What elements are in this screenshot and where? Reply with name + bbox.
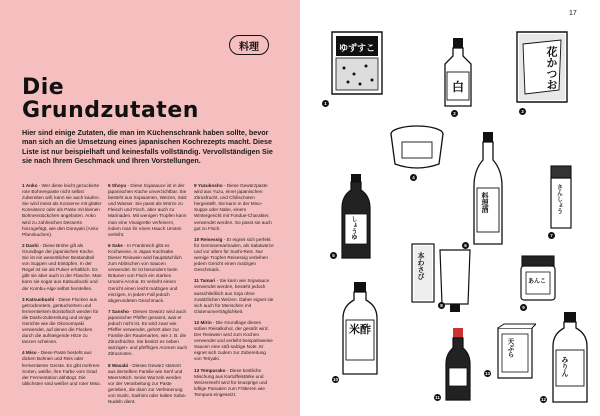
anko-jar-illustration — [518, 254, 558, 310]
small-bottle-label: 白 — [451, 80, 464, 94]
shoyu-label: しょうゆ — [350, 216, 356, 240]
entry-tempurako: 13 Tempurako - Diese köstliche Mischung aus Kartoffelstärke und Weizenmehl wird für knusprige und luftige Panaden zum Frittieren wie Tempura eingesetzt. — [194, 367, 268, 397]
wasabi-box-label: 本わさび — [417, 252, 424, 280]
marker-4: 4 — [410, 174, 417, 181]
intro-paragraph: Hier sind einige Zutaten, die man im Küchenschrank haben sollte, bevor man sich an die Umsetzung eines japanischen Kochrezepts macht. Diese Liste ist nur beispielhaft und keinesfalls vollständig. Vervollständigen Sie sie nach Ihrem Geschmack und Ihren Vorstellungen. — [22, 128, 273, 165]
tempura-box-illustration — [484, 322, 536, 380]
marker-1: 1 — [322, 100, 329, 107]
marker-9: 9 — [520, 304, 527, 311]
text-column-2 — [108, 183, 188, 410]
entry-sansho: 7 Sansho - Dieses Gewürz wird auch japanischer Pfeffer genannt, was er jedoch nicht ist. Es wird zwar wie Pfeffer verwendet, gehört aber zur Familie der Rautenarten, wie z. B. die Zitrusfrüchte. Sie besitzt es neben würzigen- und pfeffrigen Aromen auch Zitrusnoten. — [108, 308, 188, 357]
katsuobushi-bag-illustration — [513, 28, 571, 114]
entry-reisessig: 10 Reisessig - Er eignet sich perfekt für Gemüsemarinaden, als Salatwürze und vor allem für Sushi-Reis. Nur wenige Tropfen Reisessig verleihen jedem Gericht einen malzigen Geschmack. — [194, 236, 274, 273]
tempura-label: 天ぷら — [506, 338, 514, 358]
entry-yuzukosho: 9 Yuzukosho - Diese Gewürzpaste wird aus Yuzu, einer japanischen Zitrusfrucht, und Chilischoten hergestellt. Sie kann in der Miso-Suppe oder Nabe, einem Wintergericht mit Fondue-Charakter, verwendet werden. So passt sie auch gut zu Fisch. — [194, 183, 272, 231]
entry-sake: 6 Sake - In Frankreich gibt es Kochweine, in Japan Kochsake. Dieser Reiswein wird hauptsächlich zum Ablöschen von Saucen verwendet. Er ist besonders beim Bräunen von Fisch ein starkes Umami-Aroma. Er verleiht einem Gericht einen leicht malzigen und einzigen, in jedem Fall jedoch abgerundeten Geschmack. — [108, 242, 182, 303]
entry-shoyu: 5 Shoyu - Diese Sojasauce ist in der japanischen Küche unverzichtbar. Sie besteht aus Sojasamen, Weizen, Salz und Wasser. Sie passt als Würze zu Fleisch und Fisch, aber auch zu Marinaden. Mit wenigen Tropfen kann man eine Vinaigrette verfeinern, indem man ihr einen Hauch Umami verleiht. — [108, 183, 187, 237]
sake-bottle-illustration — [464, 130, 506, 248]
marker-8: 8 — [438, 302, 445, 309]
text-column-1 — [22, 183, 102, 392]
entry-dashi: 2 Dashi - Diese Brühe gilt als Grundlage der japanischen Küche. Sie ist ein wesentlicher Bestandteil von Suppen und Eintöpfen. In der Regel ist sie als Pulver erhältlich. Es gibt sie aber auch in der Flasche. Man kann sie sogar aus Katsuobushi und der Kombu-Alge selbst herstellen. — [22, 242, 102, 291]
yuzukosho-bag-illustration — [324, 28, 386, 106]
text-column-3 — [194, 183, 274, 403]
right-page — [300, 0, 600, 416]
marker-5: 5 — [330, 252, 337, 259]
marker-2: 2 — [451, 110, 458, 117]
title-line-1: Die — [22, 75, 65, 100]
small-bottle-illustration — [441, 36, 475, 116]
mirin-label: みりん — [561, 356, 568, 377]
entry-wasabi: 8 Wasabi - Dieses Gewürz stammt aus derselben Familie wie Senf und Meerrettich. Seine Wurzeln werden vor der Verarbeitung zur Paste gerieben, die dann zur Verfeinerung von Sushi, Sashimi oder kalten Soba-Nudeln dient. — [108, 362, 187, 405]
page-number: 17 — [569, 10, 577, 17]
miso-tub-illustration — [388, 124, 446, 180]
entry-mirin: 12 Mirin - Die Grundlage dieses süßen Reisalkohol, der gesüßt wird. Der Reiswein wird zum Kochen verwendet und verleiht beispielsweise Saucen eine süß-salzige Note. Er eignet sich zudem zur Zubereitung von Teriyaki. — [194, 319, 273, 362]
sansho-label: さんしょう — [555, 184, 562, 214]
entry-anko: 1 Anko - Wer diese leicht gezuckerte rote Bohnenpaste nicht selbst zubereiten will, kann sie auch kaufen. Sie wird meist als Konserve mit glatter Konsistenz oder als Paste mit kleinen Bohnenstückchen angeboten. Anko wird zu zahlreichen Desserts hinzugefügt, wie den Dorayaki (Anko Pfannkuchen). — [22, 183, 102, 237]
tamari-bottle-illustration — [435, 326, 472, 402]
vinegar-label: 米酢 — [349, 324, 371, 336]
vinegar-bottle-illustration — [332, 280, 380, 382]
entry-katsuobushi: 3 Katsuobushi - Diese Flocken aus getrocknetem, geräuchertem und fermentiertem Bonitofisch werden für die Dashi-Zubereitung und einige Gerichte wie die Okonomiyaki verwendet, auf denen die Flocken durch die aufsteigende Hitze zu tanzen scheinen. — [22, 296, 99, 345]
sake-bottle-label: 料理酒 — [481, 192, 488, 213]
entry-miso: 4 Miso - Diese Paste besteht aus dicken Bohnen und Reis oder fermentierter Gerste. Es gibt mehrere Sorten, weiße, ihre Farbe vom Grad der Fermentation abhängt. Die üblichsten sind weißer und roter Miso. — [22, 350, 101, 386]
wasabi-tube-illustration — [410, 238, 476, 314]
marker-6: 6 — [462, 242, 469, 249]
yuzukosho-label: ゆずすこ — [338, 43, 375, 53]
marker-10: 10 — [332, 377, 338, 382]
anko-label: あんこ — [528, 279, 547, 285]
marker-3: 3 — [519, 108, 526, 115]
title-line-2: Grundzutaten — [22, 98, 199, 123]
cooking-badge: 料理 — [229, 35, 269, 55]
marker-11: 11 — [435, 395, 440, 400]
marker-7: 7 — [548, 232, 555, 239]
katsuobushi-label: 花かつお — [545, 46, 557, 90]
entry-tamari: 11 Tamari - Sie kann wie Sojasauce verwendet werden, besteht jedoch ausschließlich aus Soja ohne zusätzlichen Weizen. Daher eignet sie sich auch für Menschen mit Glutenunverträglichkeit. — [194, 278, 274, 314]
shoyu-bottle-illustration — [332, 172, 372, 262]
sansho-shaker-illustration — [548, 164, 574, 238]
marker-12: 12 — [540, 397, 546, 402]
page-title — [22, 76, 282, 122]
marker-13: 13 — [484, 371, 490, 376]
mirin-bottle-illustration — [540, 310, 590, 404]
